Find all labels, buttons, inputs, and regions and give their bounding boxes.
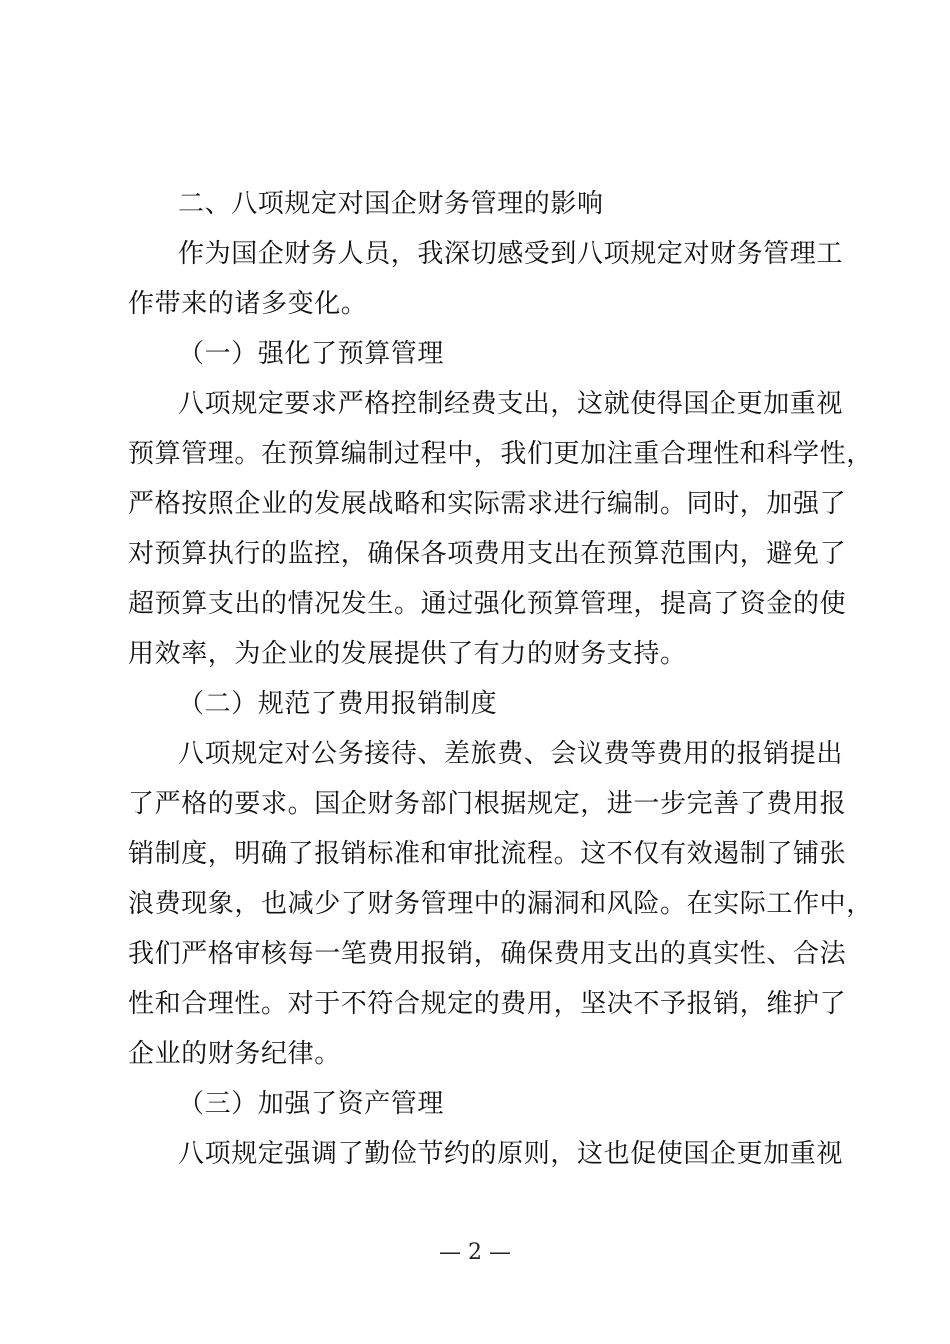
paragraph-line: 严格按照企业的发展战略和实际需求进行编制。同时，加强了 [128,489,847,519]
paragraph-line: 八项规定对公务接待、差旅费、会议费等费用的报销提出 [178,739,844,769]
paragraph-line: 预算管理。在预算编制过程中，我们更加注重合理性和科学性， [128,439,873,469]
paragraph-line: 了严格的要求。国企财务部门根据规定，进一步完善了费用报 [128,789,847,819]
paragraph-line: 我们严格审核每一笔费用报销，确保费用支出的真实性、合法 [128,939,847,969]
paragraph-line: 超预算支出的情况发生。通过强化预算管理，提高了资金的使 [128,589,847,619]
paragraph-line: 作带来的诸多变化。 [128,289,368,319]
paragraph-line: 性和合理性。对于不符合规定的费用，坚决不予报销，维护了 [128,989,847,1019]
paragraph-line: 八项规定要求严格控制经费支出，这就使得国企更加重视 [178,389,844,419]
page-number: — 2 — [439,1240,511,1265]
paragraph-line: 用效率，为企业的发展提供了有力的财务支持。 [128,639,687,669]
subsection-heading: （三）加强了资产管理 [178,1089,445,1119]
paragraph-line: 浪费现象，也减少了财务管理中的漏洞和风险。在实际工作中， [128,889,873,919]
section-heading: 二、八项规定对国企财务管理的影响 [178,189,604,219]
paragraph-line: 作为国企财务人员，我深切感受到八项规定对财务管理工 [178,239,844,269]
paragraph-line: 八项规定强调了勤俭节约的原则，这也促使国企更加重视 [178,1139,844,1169]
paragraph-line: 企业的财务纪律。 [128,1039,341,1069]
paragraph-line: 销制度，明确了报销标准和审批流程。这不仅有效遏制了铺张 [128,839,847,869]
subsection-heading: （一）强化了预算管理 [178,339,445,369]
subsection-heading: （二）规范了费用报销制度 [178,689,498,719]
paragraph-line: 对预算执行的监控，确保各项费用支出在预算范围内，避免了 [128,539,847,569]
